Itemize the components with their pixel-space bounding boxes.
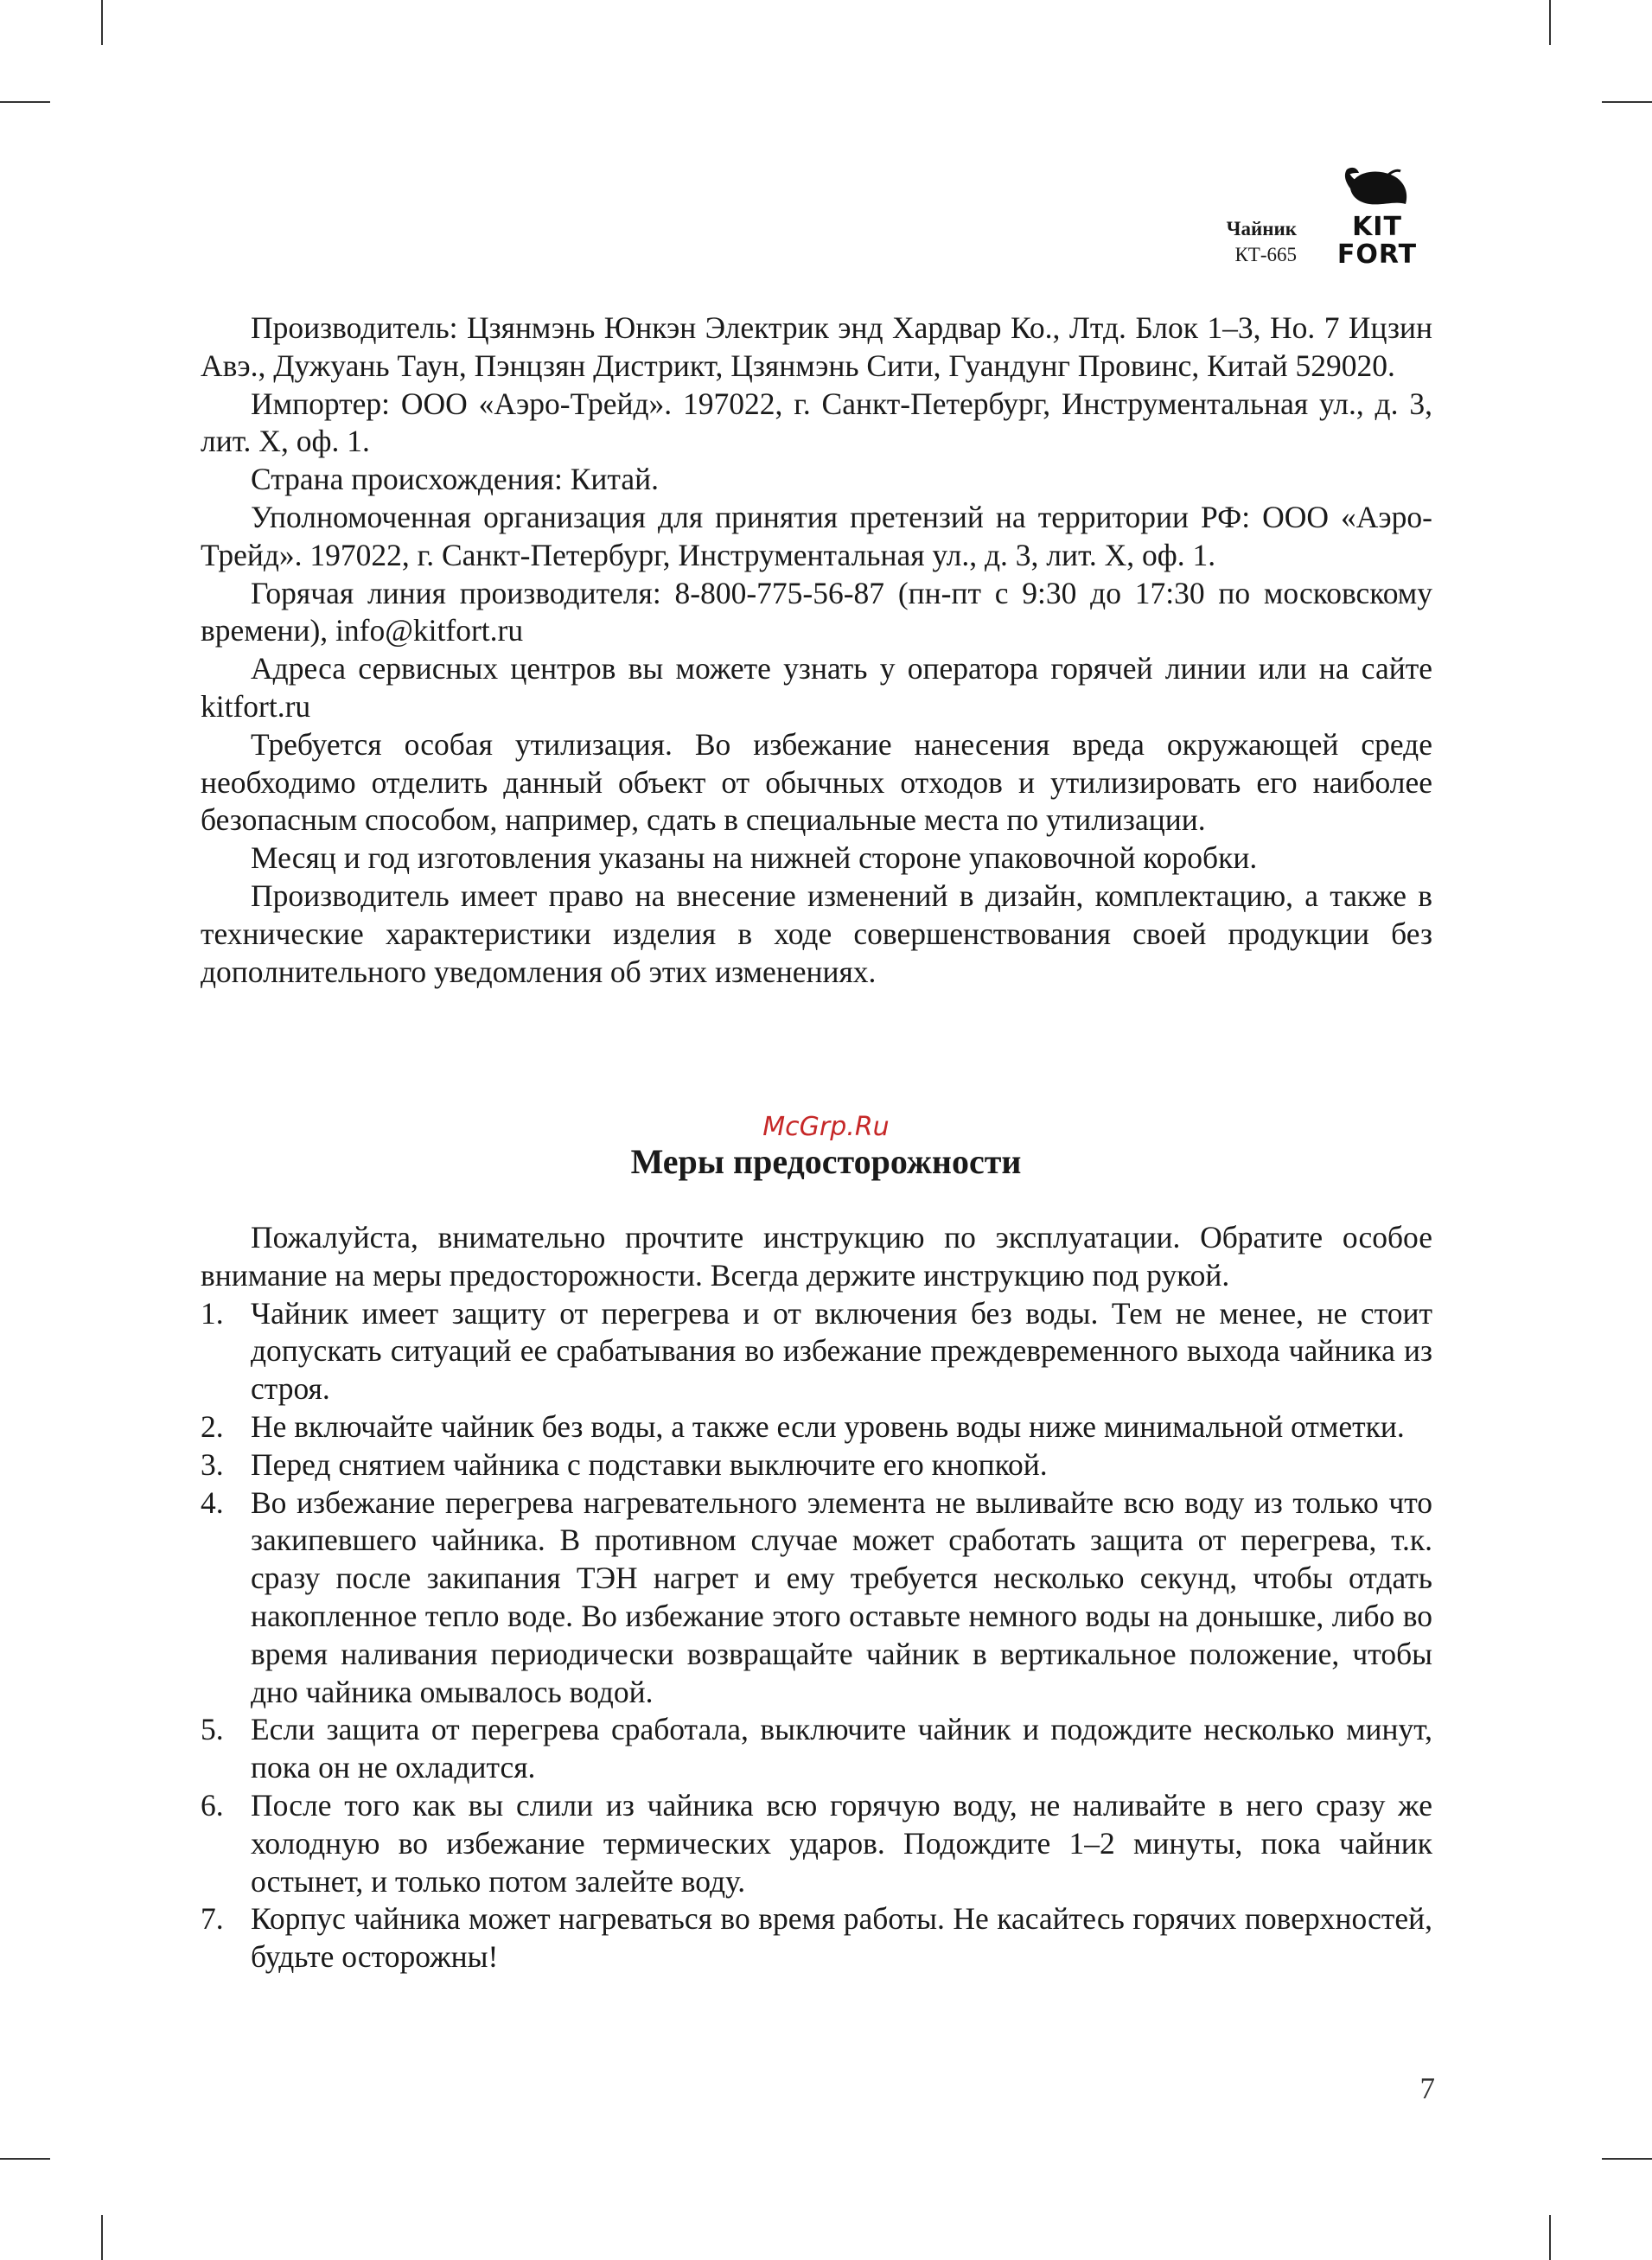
list-item [201, 1900, 1432, 1976]
crop-mark [0, 101, 50, 103]
paragraph: Производитель имеет право на внесение изменений в дизайн, комплектацию, а также в технические характеристики изделия в ходе совершенствования своей продукции без дополнительного уведомления об этих изменениях. [201, 878, 1432, 989]
section-title: Меры предосторожности [630, 1142, 1022, 1181]
page-header [1107, 163, 1435, 275]
item-number: 4. [201, 1484, 224, 1520]
item-text: Не включайте чайник без воды, а также если уровень воды ниже минимальной отметки. [251, 1408, 1405, 1444]
manufacturer-info [201, 310, 1432, 991]
item-text: Перед снятием чайника с подставки выключите его кнопкой. [251, 1446, 1048, 1482]
paragraph: Импортер: ООО «Аэро-Трейд». 197022, г. Санкт-Петербург, Инструментальная ул., д. 3, лит. Х, оф. 1. [201, 386, 1432, 459]
product-model: КТ-665 [1234, 244, 1297, 265]
item-text: Чайник имеет защиту от перегрева и от включения без воды. Тем не менее, не стоит допускать ситуаций ее срабатывания во избежание преждевременного выхода чайника из строя. [251, 1295, 1432, 1407]
crop-mark [1549, 0, 1551, 45]
item-number: 7. [201, 1901, 224, 1937]
item-text: Если защита от перегрева сработала, выключите чайник и подождите несколько минут, пока он не охладится. [251, 1712, 1432, 1785]
list-item [201, 1446, 1432, 1484]
list-item [201, 1787, 1432, 1900]
item-text: После того как вы слили из чайника всю горячую воду, не наливайте в него сразу же холодную во избежание термических ударов. Подождите 1–2 минуты, пока чайник остынет, и только потом залейте воду. [251, 1787, 1432, 1899]
logo-text-kit: KIT [1352, 212, 1402, 242]
crop-mark [101, 0, 103, 45]
crop-mark [1549, 2215, 1551, 2260]
item-number: 5. [201, 1712, 224, 1747]
precautions [201, 1219, 1432, 1976]
crop-mark [1602, 2158, 1652, 2160]
item-number: 6. [201, 1787, 224, 1823]
item-text: Корпус чайника может нагреваться во время работы. Не касайтесь горячих поверхностей, будьте осторожны! [251, 1901, 1432, 1975]
paragraph: Производитель: Цзянмэнь Юнкэн Электрик энд Хардвар Ко., Лтд. Блок 1–3, Но. 7 Ицзин Авэ., Дужуань Таун, Пэнцзян Дистрикт, Цзянмэнь Сити, Гуандунг Провинс, Китай 529020. [201, 310, 1432, 383]
whale-icon [1343, 163, 1413, 214]
watermark: McGrp.Ru [762, 1112, 890, 1142]
product-name: Чайник [1226, 218, 1297, 239]
crop-mark [101, 2215, 103, 2260]
precautions-list [201, 1295, 1432, 1976]
page-number: 7 [1419, 2072, 1435, 2105]
item-number: 1. [201, 1295, 224, 1331]
item-text: Во избежание перегрева нагревательного элемента не выливайте всю воду из только что закипевшего чайника. В противном случае может сработать защита от перегрева, т.к. сразу после закипания ТЭН нагрет и ему требуется несколько секунд, чтобы отдать накопленное тепло воде. Во избежание этого оставьте немного воды на донышке, либо во время наливания периодически возвращайте чайник в вертикальное положение, чтобы дно чайника омывалось водой. [251, 1484, 1432, 1709]
logo-text-fort: FORT [1336, 239, 1418, 270]
crop-mark [0, 2158, 50, 2160]
list-item [201, 1484, 1432, 1712]
paragraph: Адреса сервисных центров вы можете узнать у оператора горячей линии или на сайте kitfort.ru [201, 651, 1432, 724]
paragraph: Месяц и год изготовления указаны на нижней стороне упаковочной коробки. [251, 840, 1258, 876]
paragraph: Уполномоченная организация для принятия претензий на территории РФ: ООО «Аэро-Трейд». 197022, г. Санкт-Петербург, Инструментальная ул., д. 3, лит. Х, оф. 1. [201, 499, 1432, 572]
paragraph: Страна происхождения: Китай. [251, 462, 660, 497]
list-item [201, 1711, 1432, 1787]
intro-paragraph: Пожалуйста, внимательно прочтите инструкцию по эксплуатации. Обратите особое внимание на меры предосторожности. Всегда держите инструкцию под рукой. [201, 1220, 1432, 1293]
list-item [201, 1295, 1432, 1408]
item-number: 2. [201, 1408, 224, 1444]
item-number: 3. [201, 1446, 224, 1482]
paragraph: Требуется особая утилизация. Во избежание нанесения вреда окружающей среде необходимо отделить данный объект от обычных отходов и утилизировать его наиболее безопасным способом, например, сдать в специальные места по утилизации. [201, 726, 1432, 838]
paragraph: Горячая линия производителя: 8-800-775-56-87 (пн-пт с 9:30 до 17:30 по московскому времени), info@kitfort.ru [201, 575, 1432, 648]
list-item [201, 1408, 1432, 1446]
kitfort-logo [1326, 163, 1428, 271]
crop-mark [1602, 101, 1652, 103]
product-label [1227, 216, 1297, 268]
